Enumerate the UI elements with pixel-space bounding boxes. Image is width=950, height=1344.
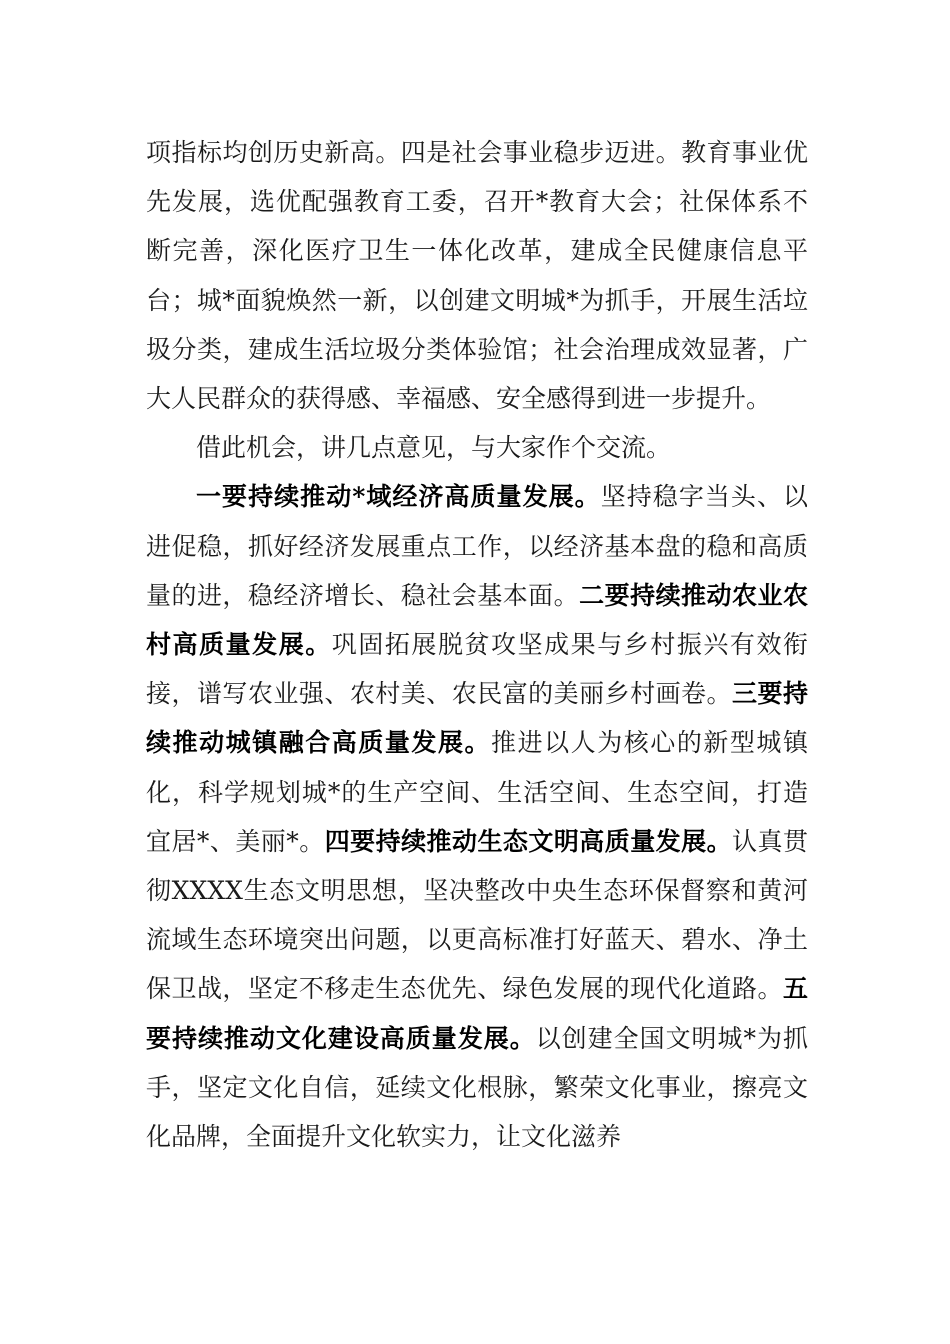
- section-heading-text: 四要持续推动生态文明高质量发展。: [324, 826, 733, 856]
- body-text: 巩固拓展脱贫攻坚成果与乡村振兴有效衔接，谱写农业强、农村美、农民富的美丽乡村画卷。: [146, 630, 808, 709]
- document-body: [146, 128, 808, 1161]
- body-text: 推进以人为核心的新型城镇化，科学规划城*的生产空间、生活空间、生态空间，打造宜居*、美丽*。: [146, 728, 808, 856]
- body-text: 认真贯彻XXXX生态文明思想，坚决整改中央生态环保督察和黄河流域生态环境突出问题，以更高标准打好蓝天、碧水、净土保卫战，坚定不移走生态优先、绿色发展的现代化道路。: [146, 826, 808, 1004]
- section-heading-text: 二要持续推动农业农村高质量发展。: [146, 580, 808, 660]
- section-heading-text: 一要持续推动*域经济高质量发展。: [196, 482, 601, 512]
- section-heading-text: 五要持续推动文化建设高质量发展。: [146, 974, 808, 1053]
- section-heading-text: 三要持续推动城镇融合高质量发展。: [146, 679, 808, 758]
- body-text: 坚持稳字当头、以进促稳，抓好经济发展重点工作，以经济基本盘的稳和高质量的进，稳经济增长、稳社会基本面。: [146, 482, 808, 610]
- paragraph: [146, 128, 808, 423]
- body-text: 借此机会，讲几点意见，与大家作个交流。: [196, 433, 672, 463]
- body-text: 项指标均创历史新高。四是社会事业稳步迈进。教育事业优先发展，选优配强教育工委，召开*教育大会；社保体系不断完善，深化医疗卫生一体化改革，建成全民健康信息平台；城*面貌焕然一新，以创建文明城*为抓手，开展生活垃圾分类，建成生活垃圾分类体验馆；社会治理成效显著，广大人民群众的获得感、幸福感、安全感得到进一步提升。: [146, 138, 808, 414]
- paragraph: [146, 472, 808, 1161]
- body-text: 以创建全国文明城*为抓手，坚定文化自信，延续文化根脉，繁荣文化事业，擦亮文化品牌，全面提升文化软实力，让文化滋养: [146, 1023, 808, 1152]
- paragraph: [146, 423, 808, 472]
